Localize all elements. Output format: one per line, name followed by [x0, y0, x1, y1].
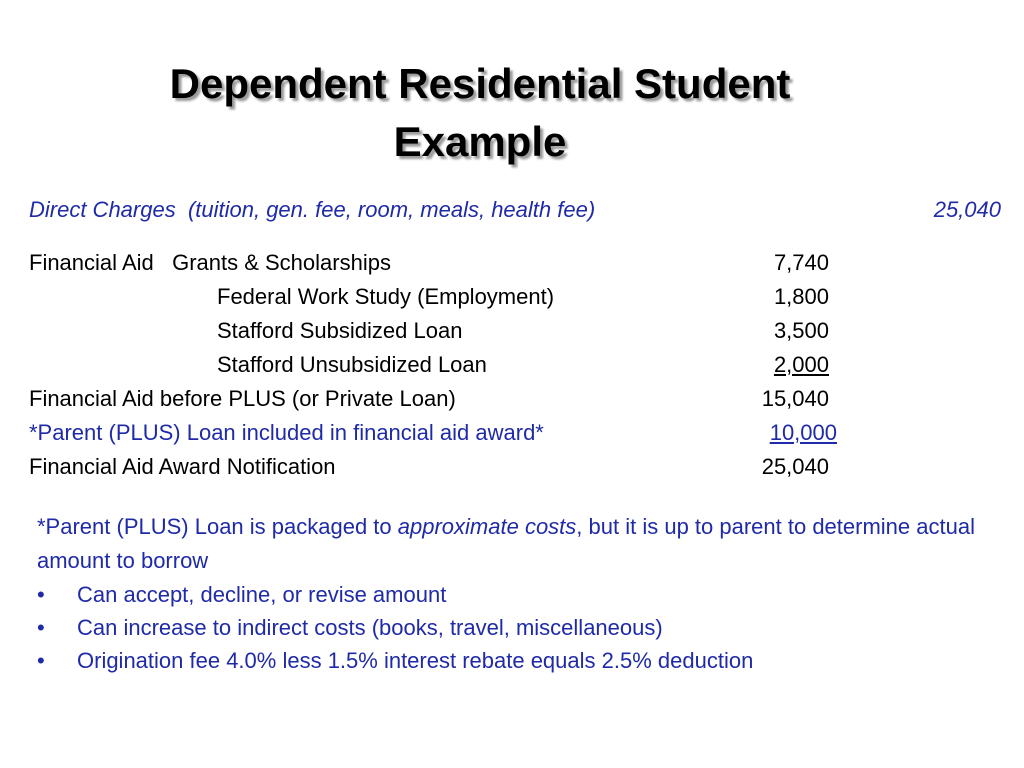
- aid-row-label: Financial Aid Grants & Scholarships: [29, 250, 391, 275]
- aid-row-label: Stafford Subsidized Loan: [217, 318, 463, 343]
- aid-row-amount: 2,000: [773, 352, 829, 377]
- aid-row-award-notification: [29, 452, 839, 486]
- bullet-icon: •: [37, 615, 45, 640]
- aid-row-parent-plus: [29, 418, 839, 452]
- aid-row-before-plus: [29, 384, 839, 418]
- bullet-text: Can increase to indirect costs (books, travel, miscellaneous): [77, 615, 663, 640]
- aid-row-label: Federal Work Study (Employment): [217, 284, 555, 309]
- bullet-item: [37, 611, 997, 644]
- bullet-text: Can accept, decline, or revise amount: [77, 582, 447, 607]
- aid-row-unsubsidized-loan: [29, 350, 839, 384]
- note-bullet-list: [37, 578, 997, 677]
- note-suffix: , but it is up to parent to determine actual amount to borrow: [37, 514, 975, 573]
- plus-loan-note: [37, 510, 997, 677]
- aid-row-amount: 7,740: [773, 250, 829, 275]
- aid-row-amount: 3,500: [773, 318, 829, 343]
- bullet-item: [37, 578, 997, 611]
- aid-row-work-study: [29, 282, 839, 316]
- aid-row-subsidized-loan: [29, 316, 839, 350]
- slide-title-line-1: Dependent Residential Student: [169, 60, 791, 107]
- aid-row-amount: 15,040: [761, 386, 829, 411]
- bullet-icon: •: [37, 582, 45, 607]
- financial-aid-table: [29, 248, 839, 486]
- slide-title-line-2: Example: [393, 118, 567, 165]
- direct-charges-row: [29, 197, 1001, 227]
- aid-row-amount: 1,800: [773, 284, 829, 309]
- aid-row-label: Financial Aid before PLUS (or Private Loan): [29, 386, 456, 411]
- note-emphasis: approximate costs: [397, 514, 577, 539]
- note-prefix: *Parent (PLUS) Loan is packaged to: [37, 514, 398, 539]
- bullet-text: Origination fee 4.0% less 1.5% interest rebate equals 2.5% deduction: [77, 648, 754, 673]
- bullet-icon: •: [37, 648, 45, 673]
- slide-title: [0, 55, 960, 171]
- aid-row-amount: 10,000: [769, 420, 837, 445]
- aid-row-label: *Parent (PLUS) Loan included in financial aid award*: [29, 420, 544, 445]
- direct-charges-label: Direct Charges (tuition, gen. fee, room, meals, health fee): [29, 197, 596, 222]
- plus-loan-note-text: [37, 510, 997, 578]
- bullet-item: [37, 644, 997, 677]
- aid-row-amount: 25,040: [761, 454, 829, 479]
- aid-row-label: Financial Aid Award Notification: [29, 454, 336, 479]
- aid-row-label: Stafford Unsubsidized Loan: [217, 352, 487, 377]
- aid-row-grants: [29, 248, 839, 282]
- direct-charges-amount: 25,040: [933, 197, 1001, 222]
